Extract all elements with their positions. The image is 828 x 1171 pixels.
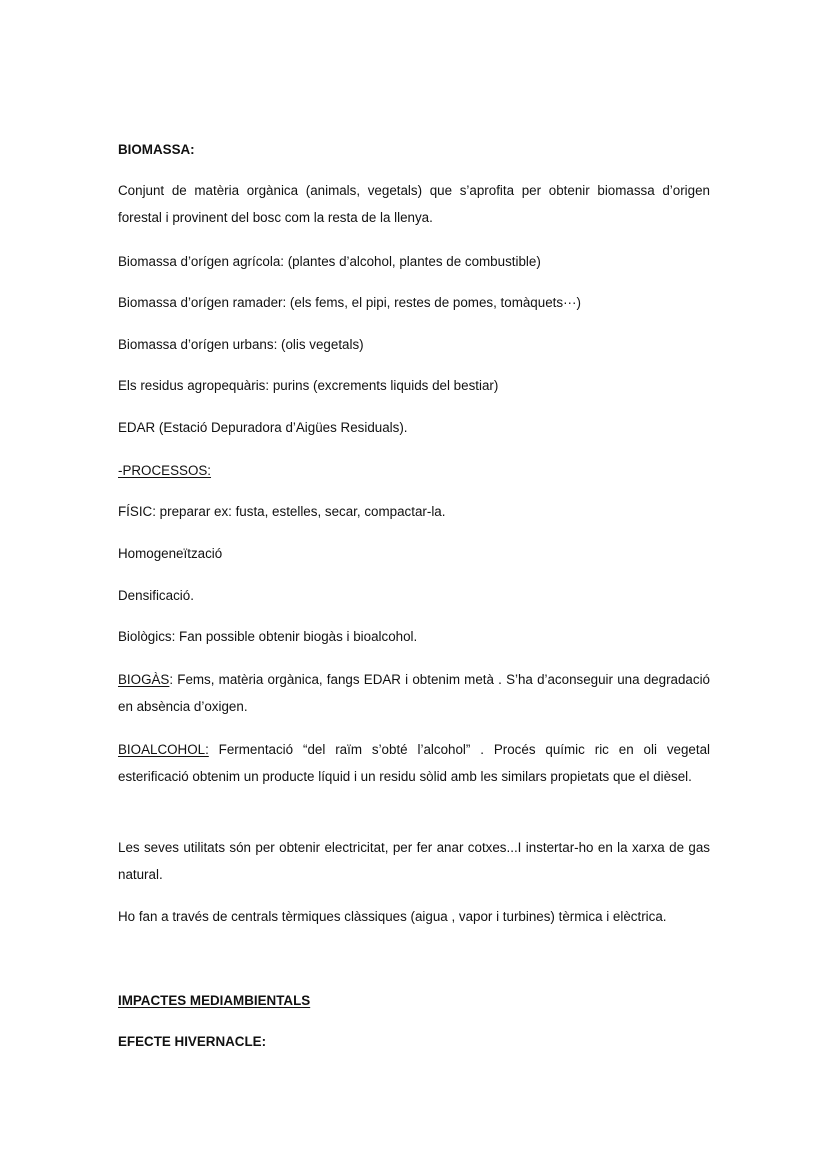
bioalcohol-text: Fermentació “del raïm s’obté l’alcohol” . Procés químic ric en oli vegetal esterificació obtenim un producte líquid i un residu sòlid amb les similars propietats que el dièsel. [118,742,710,784]
paragraph-centrals: Ho fan a través de centrals tèrmiques clàssiques (aigua , vapor i turbines) tèrmica i elèctrica. [118,909,667,924]
paragraph-biogas [118,666,710,720]
paragraph-bioalcohol [118,736,710,790]
paragraph-fisic: FÍSIC: preparar ex: fusta, estelles, secar, compactar-la. [118,504,446,519]
paragraph-densificacio: Densificació. [118,588,194,603]
heading-efecte-hivernacle: EFECTE HIVERNACLE: [118,1034,267,1049]
paragraph-urbans: Biomassa d’orígen urbans: (olis vegetals) [118,337,364,352]
heading-impactes: IMPACTES MEDIAMBIENTALS [118,993,311,1008]
heading-biomassa: BIOMASSA: [118,142,195,157]
bioalcohol-label: BIOALCOHOL: [118,742,209,757]
paragraph-intro: Conjunt de matèria orgànica (animals, vegetals) que s’aprofita per obtenir biomassa d’origen forestal i provinent del bosc com la resta de la llenya. [118,183,710,225]
paragraph-residus: Els residus agropequàris: purins (excrements liquids del bestiar) [118,378,499,393]
paragraph-ramader: Biomassa d’orígen ramader: (els fems, el pipi, restes de pomes, tomàquets···) [118,295,581,310]
paragraph-edar: EDAR (Estació Depuradora d’Aigües Residuals). [118,420,408,435]
paragraph-utilitats: Les seves utilitats són per obtenir electricitat, per fer anar cotxes...I instertar-ho en la xarxa de gas natural. [118,840,710,882]
paragraph-homogeneitzacio: Homogeneïtzació [118,546,223,561]
paragraph-biologics: Biològics: Fan possible obtenir biogàs i bioalcohol. [118,629,418,644]
biogas-text: : Fems, matèria orgànica, fangs EDAR i obtenim metà . S’ha d’aconseguir una degradació en absència d’oxigen. [118,672,710,714]
paragraph-agricola: Biomassa d’orígen agrícola: (plantes d’alcohol, plantes de combustible) [118,254,541,269]
heading-processos: -PROCESSOS: [118,463,212,478]
biogas-label: BIOGÀS [118,672,170,687]
